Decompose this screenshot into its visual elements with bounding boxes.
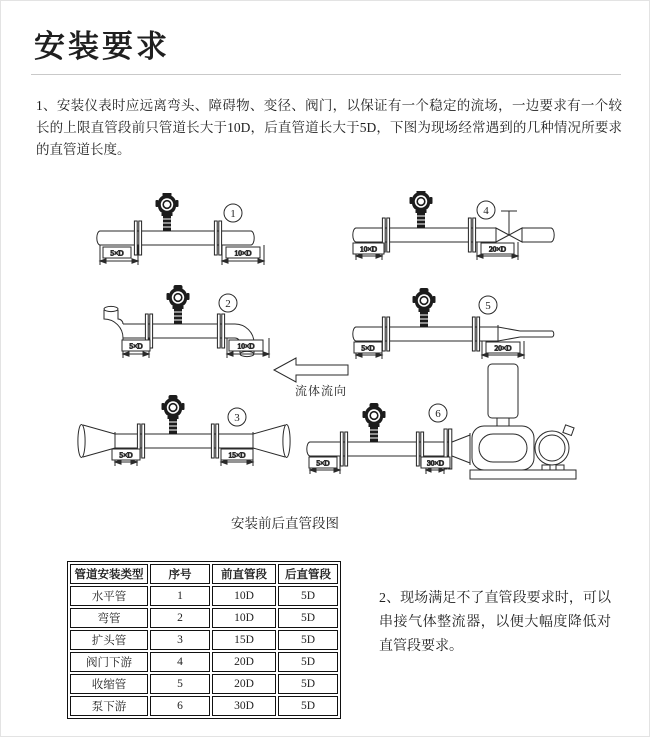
svg-text:1: 1 — [230, 208, 236, 220]
intro-paragraph: 1、安装仪表时应远离弯头、障碍物、变径、阀门，以保证有一个稳定的流场，一边要求有一个较长的上限直管段前只管道长大于10D，后直管道长大于5D，下图为现场经常遇到的几种情况所要求的直管道长度。 — [36, 98, 622, 157]
table-cell: 10D — [212, 608, 276, 628]
diagram-number-badge — [477, 201, 495, 219]
svg-text:3: 3 — [234, 412, 240, 424]
svg-text:6: 6 — [435, 408, 441, 420]
table-cell: 20D — [212, 674, 276, 694]
table-cell: 阀门下游 — [70, 652, 148, 672]
rectifier-note-paragraph: 2、现场满足不了直管段要求时，可以串接气体整流器，以便大幅度降低对直管段要求。 — [379, 591, 611, 654]
table-cell: 扩头管 — [70, 630, 148, 650]
table-cell: 5D — [278, 608, 338, 628]
title-divider — [31, 74, 621, 75]
table-cell: 2 — [150, 608, 210, 628]
diagram-expander-pipe — [61, 389, 308, 484]
flow-direction-label: 流体流向 — [294, 384, 348, 398]
flow-meter-icon — [156, 193, 179, 231]
right-dimension — [221, 448, 253, 466]
left-dimension — [112, 448, 140, 466]
table-row — [70, 586, 338, 606]
right-dimension — [421, 456, 450, 474]
table-row — [70, 608, 338, 628]
left-dimension — [100, 245, 138, 265]
svg-text:5×D: 5×D — [129, 341, 143, 351]
col-header-front-straight: 前直管段 — [212, 564, 276, 584]
table-cell: 4 — [150, 652, 210, 672]
left-dimension — [353, 242, 384, 260]
svg-text:5×D: 5×D — [119, 450, 133, 460]
table-row — [70, 674, 338, 694]
diagram-number-badge — [224, 204, 242, 222]
table-cell: 5D — [278, 586, 338, 606]
right-dimension — [222, 245, 264, 265]
table-cell: 30D — [212, 696, 276, 716]
col-header-pipe-type: 管道安装类型 — [70, 564, 148, 584]
svg-text:20×D: 20×D — [489, 244, 506, 254]
table-cell: 10D — [212, 586, 276, 606]
flow-meter-icon — [167, 285, 190, 324]
svg-text:5×D: 5×D — [361, 343, 375, 353]
flange-icon — [340, 432, 347, 466]
svg-text:5×D: 5×D — [110, 248, 124, 258]
table-cell: 3 — [150, 630, 210, 650]
flow-meter-icon — [162, 395, 185, 434]
diagram-pump-downstream — [298, 356, 583, 481]
svg-text:2: 2 — [225, 298, 231, 310]
table-cell: 5D — [278, 630, 338, 650]
diagram-number-badge — [228, 408, 246, 426]
pipe-drawing — [78, 425, 290, 458]
table-row — [70, 696, 338, 716]
svg-text:15×D: 15×D — [228, 450, 246, 460]
left-dimension — [122, 338, 150, 358]
svg-text:4: 4 — [483, 205, 489, 217]
svg-text:5×D: 5×D — [316, 458, 330, 468]
table-cell: 泵下游 — [70, 696, 148, 716]
diagram-horizontal-pipe — [86, 193, 306, 277]
svg-text:30×D: 30×D — [427, 458, 444, 468]
table-cell: 5D — [278, 652, 338, 672]
flange-icon — [217, 314, 224, 348]
page-title: 安装要求 — [34, 29, 170, 64]
right-dimension — [477, 242, 518, 260]
flange-icon — [214, 221, 221, 255]
pipe-drawing — [97, 231, 254, 245]
blower-pump-icon — [470, 364, 576, 479]
flow-meter-icon — [413, 288, 436, 327]
table-cell: 20D — [212, 652, 276, 672]
valve-icon — [496, 211, 522, 242]
flow-meter-icon — [410, 191, 433, 228]
table-cell: 6 — [150, 696, 210, 716]
table-cell: 5D — [278, 674, 338, 694]
diagram-number-badge — [219, 294, 237, 312]
svg-text:5: 5 — [485, 300, 491, 312]
table-header-row — [70, 564, 338, 584]
straight-pipe-table — [67, 561, 341, 719]
diagram-number-badge — [479, 296, 497, 314]
svg-text:20×D: 20×D — [494, 343, 512, 353]
table-cell: 5 — [150, 674, 210, 694]
diagram-valve-downstream — [346, 191, 581, 276]
table-cell: 1 — [150, 586, 210, 606]
pipe-table-body — [70, 586, 338, 716]
flange-icon — [472, 317, 479, 351]
table-cell: 5D — [278, 696, 338, 716]
svg-text:10×D: 10×D — [234, 248, 252, 258]
col-header-rear-straight: 后直管段 — [278, 564, 338, 584]
table-row — [70, 630, 338, 650]
left-dimension — [309, 456, 340, 474]
flange-icon — [211, 424, 218, 458]
flange-icon — [382, 317, 389, 351]
svg-text:10×D: 10×D — [360, 244, 377, 254]
table-row — [70, 652, 338, 672]
flow-meter-icon — [363, 403, 386, 442]
table-cell: 水平管 — [70, 586, 148, 606]
svg-text:10×D: 10×D — [237, 341, 255, 351]
table-cell: 收缩管 — [70, 674, 148, 694]
figure-caption: 安装前后直管段图 — [231, 516, 339, 531]
table-cell: 弯管 — [70, 608, 148, 628]
col-header-index: 序号 — [150, 564, 210, 584]
table-cell: 15D — [212, 630, 276, 650]
flange-icon — [468, 218, 475, 252]
diagram-number-badge — [429, 404, 447, 422]
